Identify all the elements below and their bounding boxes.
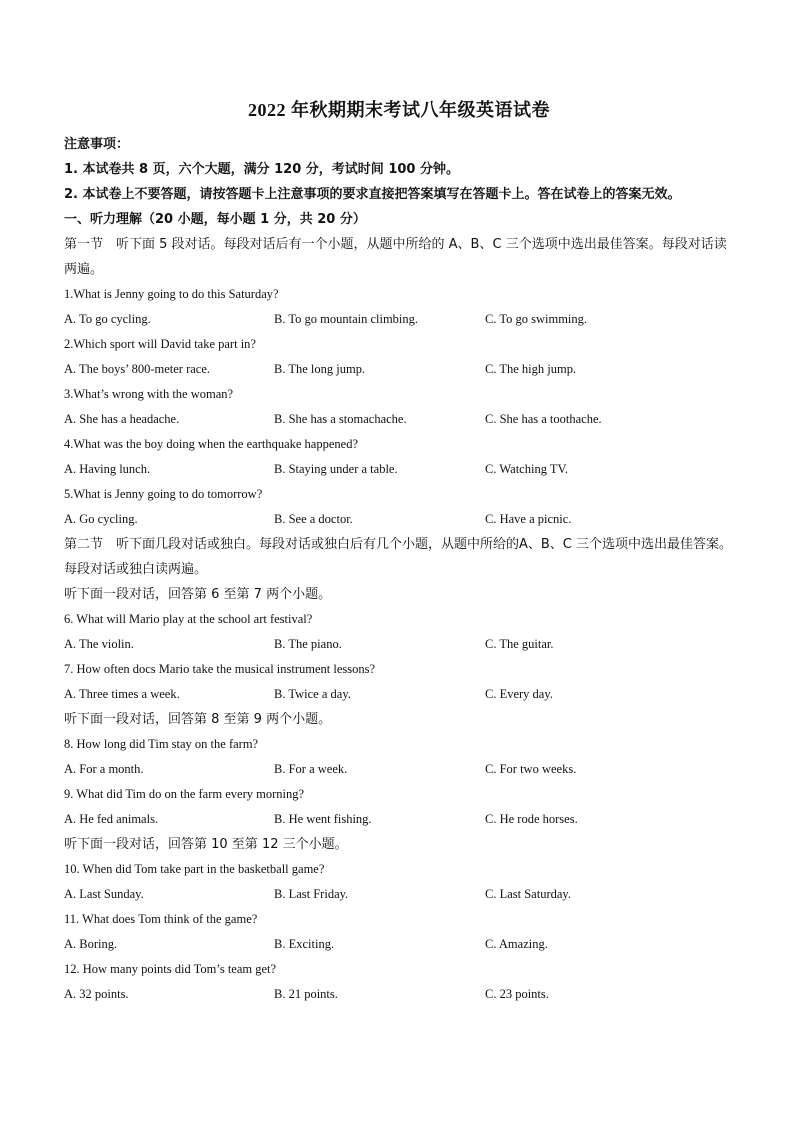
notice-item-2: 2. 本试卷上不要答题，请按答题卡上注意事项的要求直接把答案填写在答题卡上。答在试卷上的答案无效。: [64, 187, 681, 202]
option-b: B. 21 points.: [274, 987, 338, 1001]
option-b: B. Staying under a table.: [274, 462, 398, 476]
question-text: 7. How often docs Mario take the musical instrument lessons?: [64, 662, 376, 676]
part1-instruction: 第一节 听下面 5 段对话。每段对话后有一个小题，从题中所给的 A、B、C 三个选项中选出最佳答案。每段对话读两遍。: [64, 237, 727, 277]
options-row: [64, 932, 734, 957]
option-b: B. The piano.: [274, 637, 342, 651]
option-c: C. Last Saturday.: [485, 887, 571, 901]
options-row: [64, 757, 734, 782]
option-b: B. Last Friday.: [274, 887, 349, 901]
option-a: A. To go cycling.: [64, 312, 151, 326]
option-a: A. Having lunch.: [64, 462, 151, 476]
exam-page: [64, 96, 734, 1007]
option-b: B. The long jump.: [274, 362, 366, 376]
option-a: A. For a month.: [64, 762, 144, 776]
option-c: C. The guitar.: [485, 637, 554, 651]
options-row: [64, 457, 734, 482]
question-block: [64, 332, 734, 382]
option-b: B. For a week.: [274, 762, 348, 776]
option-a: A. Boring.: [64, 937, 118, 951]
options-row: [64, 507, 734, 532]
option-b: B. See a doctor.: [274, 512, 353, 526]
question-text: 2.Which sport will David take part in?: [64, 337, 256, 351]
question-block: [64, 957, 734, 1007]
group-instruction-10-12: 听下面一段对话，回答第 10 至第 12 三个小题。: [64, 837, 348, 852]
option-c: C. The high jump.: [485, 362, 577, 376]
options-row: [64, 407, 734, 432]
question-text: 10. When did Tom take part in the basketball game?: [64, 862, 325, 876]
option-c: C. Amazing.: [485, 937, 548, 951]
question-text: 1.What is Jenny going to do this Saturday?: [64, 287, 279, 301]
question-text: 8. How long did Tim stay on the farm?: [64, 737, 259, 751]
options-row: [64, 982, 734, 1007]
question-text: 5.What is Jenny going to do tomorrow?: [64, 487, 263, 501]
option-b: B. He went fishing.: [274, 812, 372, 826]
options-row: [64, 807, 734, 832]
question-block: [64, 732, 734, 782]
option-c: C. Have a picnic.: [485, 512, 572, 526]
option-c: C. For two weeks.: [485, 762, 577, 776]
notice-item-1: 1. 本试卷共 8 页，六个大题，满分 120 分，考试时间 100 分钟。: [64, 162, 459, 177]
section-heading: 一、听力理解（20 小题，每小题 1 分，共 20 分）: [64, 212, 366, 227]
notice-heading: 注意事项：: [64, 137, 130, 152]
question-text: 4.What was the boy doing when the earthquake happened?: [64, 437, 358, 451]
option-b: B. She has a stomachache.: [274, 412, 407, 426]
question-text: 9. What did Tim do on the farm every morning?: [64, 787, 305, 801]
part2-instruction: 第二节 听下面几段对话或独白。每段对话或独白后有几个小题，从题中所给的A、B、C 三个选项中选出最佳答案。每段对话或独白读两遍。: [64, 537, 733, 577]
question-block: [64, 432, 734, 482]
option-a: A. Three times a week.: [64, 687, 180, 701]
option-a: A. He fed animals.: [64, 812, 159, 826]
options-row: [64, 632, 734, 657]
option-c: C. He rode horses.: [485, 812, 578, 826]
option-c: C. Watching TV.: [485, 462, 569, 476]
question-block: [64, 282, 734, 332]
question-block: [64, 857, 734, 907]
option-a: A. Go cycling.: [64, 512, 138, 526]
question-block: [64, 907, 734, 957]
options-row: [64, 682, 734, 707]
options-row: [64, 307, 734, 332]
option-b: B. To go mountain climbing.: [274, 312, 419, 326]
option-c: C. She has a toothache.: [485, 412, 602, 426]
question-text: 11. What does Tom think of the game?: [64, 912, 258, 926]
question-block: [64, 482, 734, 532]
question-block: [64, 382, 734, 432]
options-row: [64, 882, 734, 907]
option-a: A. 32 points.: [64, 987, 129, 1001]
option-b: B. Twice a day.: [274, 687, 351, 701]
exam-title: 2022 年秋期期末考试八年级英语试卷: [248, 100, 550, 120]
group-instruction-8-9: 听下面一段对话，回答第 8 至第 9 两个小题。: [64, 712, 332, 727]
question-block: [64, 607, 734, 657]
options-row: [64, 357, 734, 382]
option-c: C. Every day.: [485, 687, 553, 701]
option-a: A. The violin.: [64, 637, 134, 651]
question-text: 3.What’s wrong with the woman?: [64, 387, 234, 401]
question-text: 6. What will Mario play at the school art festival?: [64, 612, 313, 626]
question-block: [64, 782, 734, 832]
group-instruction-6-7: 听下面一段对话，回答第 6 至第 7 两个小题。: [64, 587, 332, 602]
option-c: C. 23 points.: [485, 987, 549, 1001]
option-a: A. She has a headache.: [64, 412, 180, 426]
option-a: A. The boys’ 800-meter race.: [64, 362, 211, 376]
question-block: [64, 657, 734, 707]
option-a: A. Last Sunday.: [64, 887, 144, 901]
question-text: 12. How many points did Tom’s team get?: [64, 962, 277, 976]
option-b: B. Exciting.: [274, 937, 335, 951]
option-c: C. To go swimming.: [485, 312, 588, 326]
